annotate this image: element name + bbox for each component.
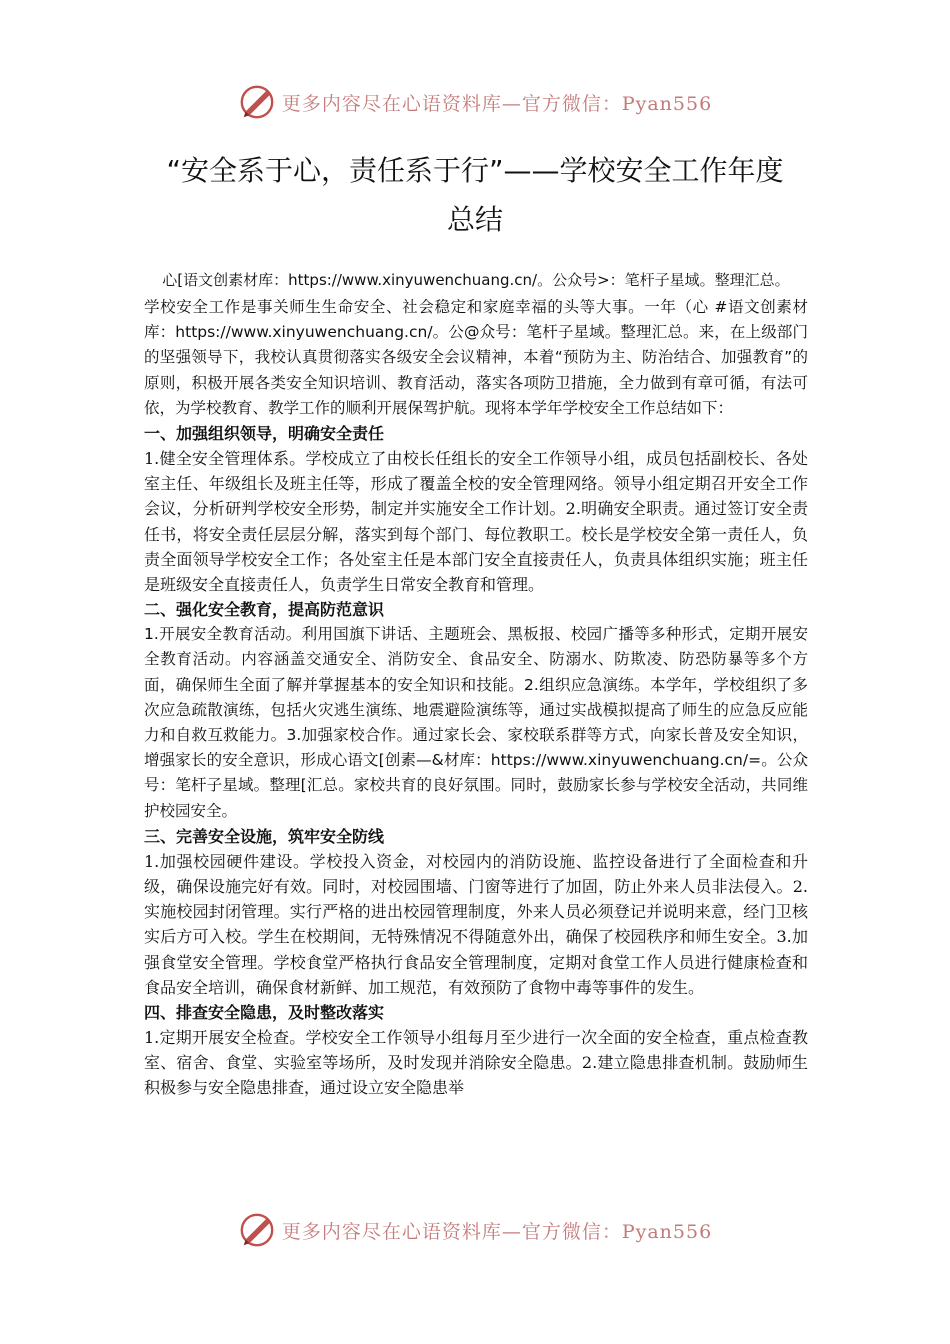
watermark-text: 更多内容尽在心语资料库—官方微信：Pyan556 [281,92,713,115]
page-title [120,146,830,244]
pen-logo-icon [238,1211,276,1249]
watermark-text: 更多内容尽在心语资料库—官方微信：Pyan556 [281,1220,713,1243]
section-heading: 二、强化安全教育，提高防范意识 [144,600,385,620]
source-note: 心[语文创素材库：https://www.xinyuwenchuang.cn/。公众号>：笔杆子星域。整理汇总。 [162,271,790,289]
title-line-1: “安全系于心，责任系于行”——学校安全工作年度 [166,154,784,187]
section-paragraph: 1.健全安全管理体系。学校成立了由校长任组长的安全工作领导小组，成员包括副校长、各处室主任、年级组长及班主任等，形成了覆盖全校的安全管理网络。领导小组定期召开安全工作会议，分析研判学校安全形势，制定并实施安全工作计划。2.明确安全职责。通过签订安全责任书，将安全责任层层分解，落实到每个部门、每位教职工。校长是学校安全第一责任人，负责全面领导学校安全工作；各处室主任是本部门安全直接责任人，负责具体组织实施；班主任是班级安全直接责任人，负责学生日常安全教育和管理。 [144,449,808,595]
intro-paragraph: 学校安全工作是事关师生生命安全、社会稳定和家庭幸福的头等大事。一年（心 #语文创素材库：https://www.xinyuwenchuang.cn/。公@众号：笔杆子星域。整理汇总。来，在上级部门的坚强领导下，我校认真贯彻落实各级安全会议精神，本着“预防为主、防治结合、加强教育”的原则，积极开展各类安全知识培训、教育活动，落实各项防卫措施，全力做到有章可循，有法可依，为学校教育、教学工作的顺利开展保驾护航。现将本学年学校安全工作总结如下： [144,298,808,417]
section-heading: 一、加强组织领导，明确安全责任 [144,424,385,444]
section-heading: 四、排查安全隐患，及时整改落实 [144,1003,385,1023]
watermark-banner-top [0,82,950,122]
section-heading: 三、完善安全设施，筑牢安全防线 [144,826,385,846]
section-paragraph: 1.加强校园硬件建设。学校投入资金，对校园内的消防设施、监控设备进行了全面检查和升级，确保设施完好有效。同时，对校园围墙、门窗等进行了加固，防止外来人员非法侵入。2.实施校园封闭管理。实行严格的进出校园管理制度，外来人员必须登记并说明来意，经门卫核实后方可入校。学生在校期间，无特殊情况不得随意外出，确保了校园秩序和师生安全。3.加强食堂安全管理。学校食堂严格执行食品安全管理制度，定期对食堂工作人员进行健康检查和食品安全培训，确保食材新鲜、加工规范，有效预防了食物中毒等事件的发生。 [144,851,808,997]
title-line-2: 总结 [446,203,503,236]
section-paragraph: 1.开展安全教育活动。利用国旗下讲话、主题班会、黑板报、校园广播等多种形式，定期开展安全教育活动。内容涵盖交通安全、消防安全、食品安全、防溺水、防欺凌、防恐防暴等多个方面，确保师生全面了解并掌握基本的安全知识和技能。2.组织应急演练。本学年，学校组织了多次应急疏散演练，包括火灾逃生演练、地震避险演练等，通过实战模拟提高了师生的应急反应能力和自救互救能力。3.加强家校合作。通过家长会、家校联系群等方式，向家长普及安全知识，增强家长的安全意识，形成心语文[创素—&材库：https://www.xinyuwenchuang.cn/=。公众号：笔杆子星域。整理[汇总。家校共育的良好氛围。同时，鼓励家长参与学校安全活动，共同维护校园安全。 [144,625,808,820]
section-paragraph: 1.定期开展安全检查。学校安全工作领导小组每月至少进行一次全面的安全检查，重点检查教室、宿舍、食堂、实验室等场所，及时发现并消除安全隐患。2.建立隐患排查机制。鼓励师生积极参与安全隐患排查，通过设立安全隐患举 [144,1028,808,1098]
watermark-banner-bottom [0,1210,950,1250]
document-body [144,268,808,1101]
pen-logo-icon [238,83,276,121]
